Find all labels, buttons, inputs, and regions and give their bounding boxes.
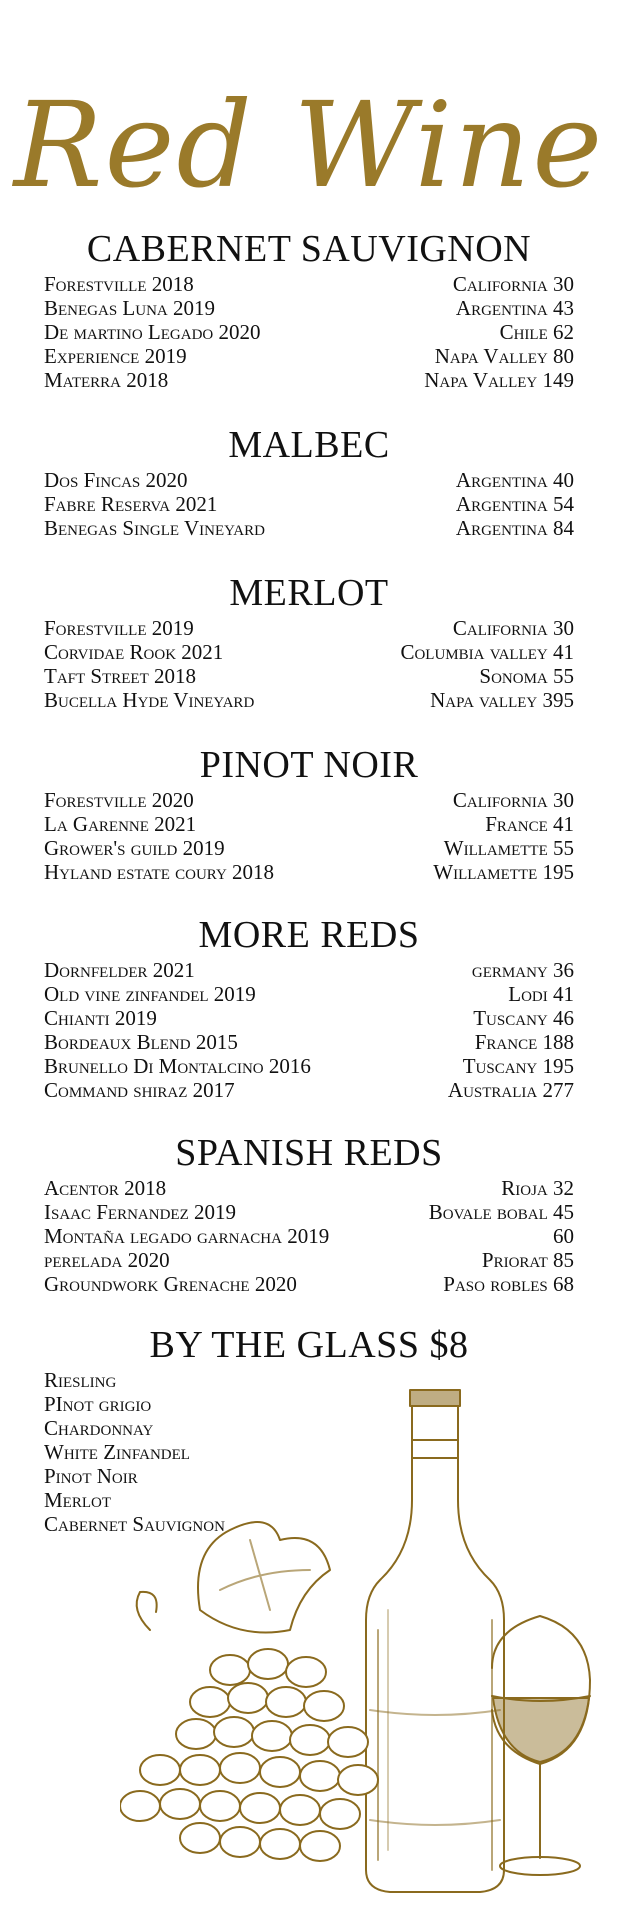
wine-row: [44, 1054, 574, 1078]
section-heading: SPANISH REDS: [175, 1132, 443, 1174]
wine-origin: Sonoma: [479, 664, 548, 688]
wine-name: La Garenne 2021: [44, 812, 197, 836]
glass-item: Cabernet Sauvignon: [44, 1512, 225, 1536]
wine-price: 45: [553, 1200, 574, 1224]
wine-row: [44, 688, 574, 712]
wine-price: 195: [542, 860, 574, 884]
wine-name: Materra 2018: [44, 368, 169, 392]
wine-origin: Australia: [447, 1078, 538, 1102]
wine-origin: Chile: [499, 320, 548, 344]
wine-row: [44, 1176, 574, 1200]
wine-name: Fabre Reserva 2021: [44, 492, 218, 516]
wine-origin: Columbia valley: [400, 640, 548, 664]
section-heading: CABERNET SAUVIGNON: [86, 228, 532, 270]
wine-row: [44, 1200, 574, 1224]
wine-name: Dornfelder 2021: [44, 958, 195, 982]
wine-price: 30: [553, 616, 574, 640]
wine-origin: Tuscany: [473, 1006, 548, 1030]
wine-origin: Argentina: [455, 468, 548, 492]
wine-origin: Bovale bobal: [428, 1200, 548, 1224]
wine-name: Groundwork Grenache 2020: [44, 1272, 297, 1296]
wine-row: [44, 1248, 574, 1272]
wine-name: Experience 2019: [44, 344, 187, 368]
wine-origin-price: [443, 1272, 574, 1296]
wine-price: 85: [553, 1248, 574, 1272]
wine-origin: Rioja: [501, 1176, 548, 1200]
wine-row: [44, 836, 574, 860]
wine-row: [44, 1078, 574, 1102]
wine-origin: Lodi: [508, 982, 548, 1006]
wine-price: 43: [553, 296, 574, 320]
wine-name: De martino Legado 2020: [44, 320, 261, 344]
wine-row: [44, 320, 574, 344]
wine-origin-price: [456, 468, 574, 492]
wine-name: Old vine zinfandel 2019: [44, 982, 256, 1006]
wine-row: [44, 664, 574, 688]
wine-origin-price: [433, 860, 574, 884]
wine-name: Benegas Single Vineyard: [44, 516, 265, 540]
glass-item: PInot grigio: [44, 1392, 152, 1416]
wine-name: perelada 2020: [44, 1248, 170, 1272]
section-merlot: [44, 570, 574, 712]
wine-price: 54: [553, 492, 574, 516]
wine-name: Forestville 2019: [44, 616, 194, 640]
wine-row: [44, 860, 574, 884]
wine-name: Acentor 2018: [44, 1176, 167, 1200]
wine-origin: Napa Valley: [424, 368, 538, 392]
wine-price: 36: [553, 958, 574, 982]
wine-price: 188: [542, 1030, 574, 1054]
wine-price: 41: [553, 982, 574, 1006]
wine-origin-price: [463, 1054, 574, 1078]
wine-price: 32: [553, 1176, 574, 1200]
wine-name: Taft Street 2018: [44, 664, 196, 688]
wine-name: Brunello Di Montalcino 2016: [44, 1054, 311, 1078]
wine-origin-price: [400, 640, 574, 664]
wine-origin: Argentina: [455, 296, 548, 320]
wine-row: [44, 1030, 574, 1054]
section-more-reds: [44, 912, 574, 1102]
section-heading: PINOT NOIR: [199, 744, 419, 786]
glass-item: Pinot Noir: [44, 1464, 138, 1488]
wine-price: 41: [553, 812, 574, 836]
wine-origin-price: [435, 344, 574, 368]
wine-origin-price: [485, 812, 574, 836]
section-heading: BY THE GLASS $8: [149, 1324, 469, 1366]
wine-row: [44, 272, 574, 296]
wine-origin-price: [479, 664, 574, 688]
wine-row: [44, 1272, 574, 1296]
wine-row: [44, 296, 574, 320]
wine-name: Corvidae Rook 2021: [44, 640, 224, 664]
wine-origin-price: [453, 272, 574, 296]
section-pinot-noir: [44, 742, 574, 884]
wine-price: 277: [542, 1078, 574, 1102]
wine-price: 46: [553, 1006, 574, 1030]
wine-origin-price: [500, 320, 574, 344]
wine-name: Forestville 2020: [44, 788, 194, 812]
wine-origin-price: [456, 296, 574, 320]
wine-row: [44, 368, 574, 392]
wine-price: 195: [542, 1054, 574, 1078]
wine-name: Montaña legado garnacha 2019: [44, 1224, 330, 1248]
wine-origin-price: [424, 368, 574, 392]
menu-title: Red Wine: [13, 76, 605, 214]
wine-origin-price: [473, 1006, 574, 1030]
wine-origin: Willamette: [433, 860, 538, 884]
section-heading: MALBEC: [228, 424, 390, 466]
wine-price: 41: [553, 640, 574, 664]
wine-price: 84: [553, 516, 574, 540]
wine-origin: Tuscany: [462, 1054, 538, 1078]
wine-origin-price: [508, 982, 574, 1006]
wine-price: 149: [542, 368, 574, 392]
wine-origin-price: [501, 1176, 574, 1200]
wine-origin: France: [485, 812, 548, 836]
glass-item: Chardonnay: [44, 1416, 154, 1440]
wine-row: [44, 958, 574, 982]
wine-name: Hyland estate coury 2018: [44, 860, 275, 884]
wine-origin-price: [456, 492, 574, 516]
wine-price: 60: [553, 1224, 574, 1248]
wine-name: Bucella Hyde Vineyard: [44, 688, 255, 712]
wine-bottle-glass-grapes-icon: [120, 1380, 600, 1910]
wine-row: [44, 468, 574, 492]
wine-origin: Napa valley: [430, 688, 538, 712]
wine-origin-price: [456, 516, 574, 540]
wine-row: [44, 640, 574, 664]
wine-name: Bordeaux Blend 2015: [44, 1030, 238, 1054]
glass-item: Merlot: [44, 1488, 111, 1512]
wine-price: 55: [553, 836, 574, 860]
glass-item: Riesling: [44, 1368, 117, 1392]
wine-origin-price: [553, 1224, 574, 1248]
wine-name: Chianti 2019: [44, 1006, 157, 1030]
wine-origin-price: [482, 1248, 574, 1272]
wine-origin-price: [475, 1030, 574, 1054]
wine-price: 30: [553, 788, 574, 812]
wine-origin: Napa Valley: [434, 344, 548, 368]
wine-price: 40: [553, 468, 574, 492]
wine-name: Benegas Luna 2019: [44, 296, 215, 320]
wine-price: 62: [553, 320, 574, 344]
wine-row: [44, 812, 574, 836]
wine-origin-price: [429, 1200, 574, 1224]
wine-price: 68: [553, 1272, 574, 1296]
wine-row: [44, 788, 574, 812]
section-heading: MERLOT: [229, 572, 389, 614]
wine-row: [44, 616, 574, 640]
wine-row: [44, 1006, 574, 1030]
section-malbec: [44, 422, 574, 540]
wine-name: Forestville 2018: [44, 272, 194, 296]
wine-origin-price: [472, 958, 574, 982]
wine-origin: Willamette: [443, 836, 548, 860]
wine-origin: Paso robles: [443, 1272, 548, 1296]
wine-origin: California: [452, 788, 548, 812]
wine-name: Command shiraz 2017: [44, 1078, 235, 1102]
wine-name: Isaac Fernandez 2019: [44, 1200, 237, 1224]
wine-origin-price: [453, 616, 574, 640]
wine-price: 395: [542, 688, 574, 712]
wine-price: 55: [553, 664, 574, 688]
wine-origin: Argentina: [455, 516, 548, 540]
wine-origin: Argentina: [455, 492, 548, 516]
wine-origin: France: [474, 1030, 538, 1054]
wine-origin-price: [453, 788, 574, 812]
section-cabernet: [44, 226, 574, 392]
wine-row: [44, 516, 574, 540]
wine-origin: California: [452, 272, 548, 296]
wine-origin-price: [448, 1078, 574, 1102]
wine-price: 30: [553, 272, 574, 296]
wine-row: [44, 982, 574, 1006]
wine-price: 80: [553, 344, 574, 368]
wine-row: [44, 1224, 574, 1248]
wine-origin: California: [452, 616, 548, 640]
wine-origin-price: [430, 688, 574, 712]
wine-name: Grower's guild 2019: [44, 836, 225, 860]
wine-origin: germany: [471, 958, 548, 982]
section-spanish-reds: [44, 1130, 574, 1296]
wine-origin: Priorat: [481, 1248, 548, 1272]
section-heading: MORE REDS: [198, 914, 420, 956]
wine-row: [44, 492, 574, 516]
wine-row: [44, 344, 574, 368]
wine-origin-price: [444, 836, 574, 860]
glass-item: White Zinfandel: [44, 1440, 190, 1464]
wine-name: Dos Fincas 2020: [44, 468, 188, 492]
